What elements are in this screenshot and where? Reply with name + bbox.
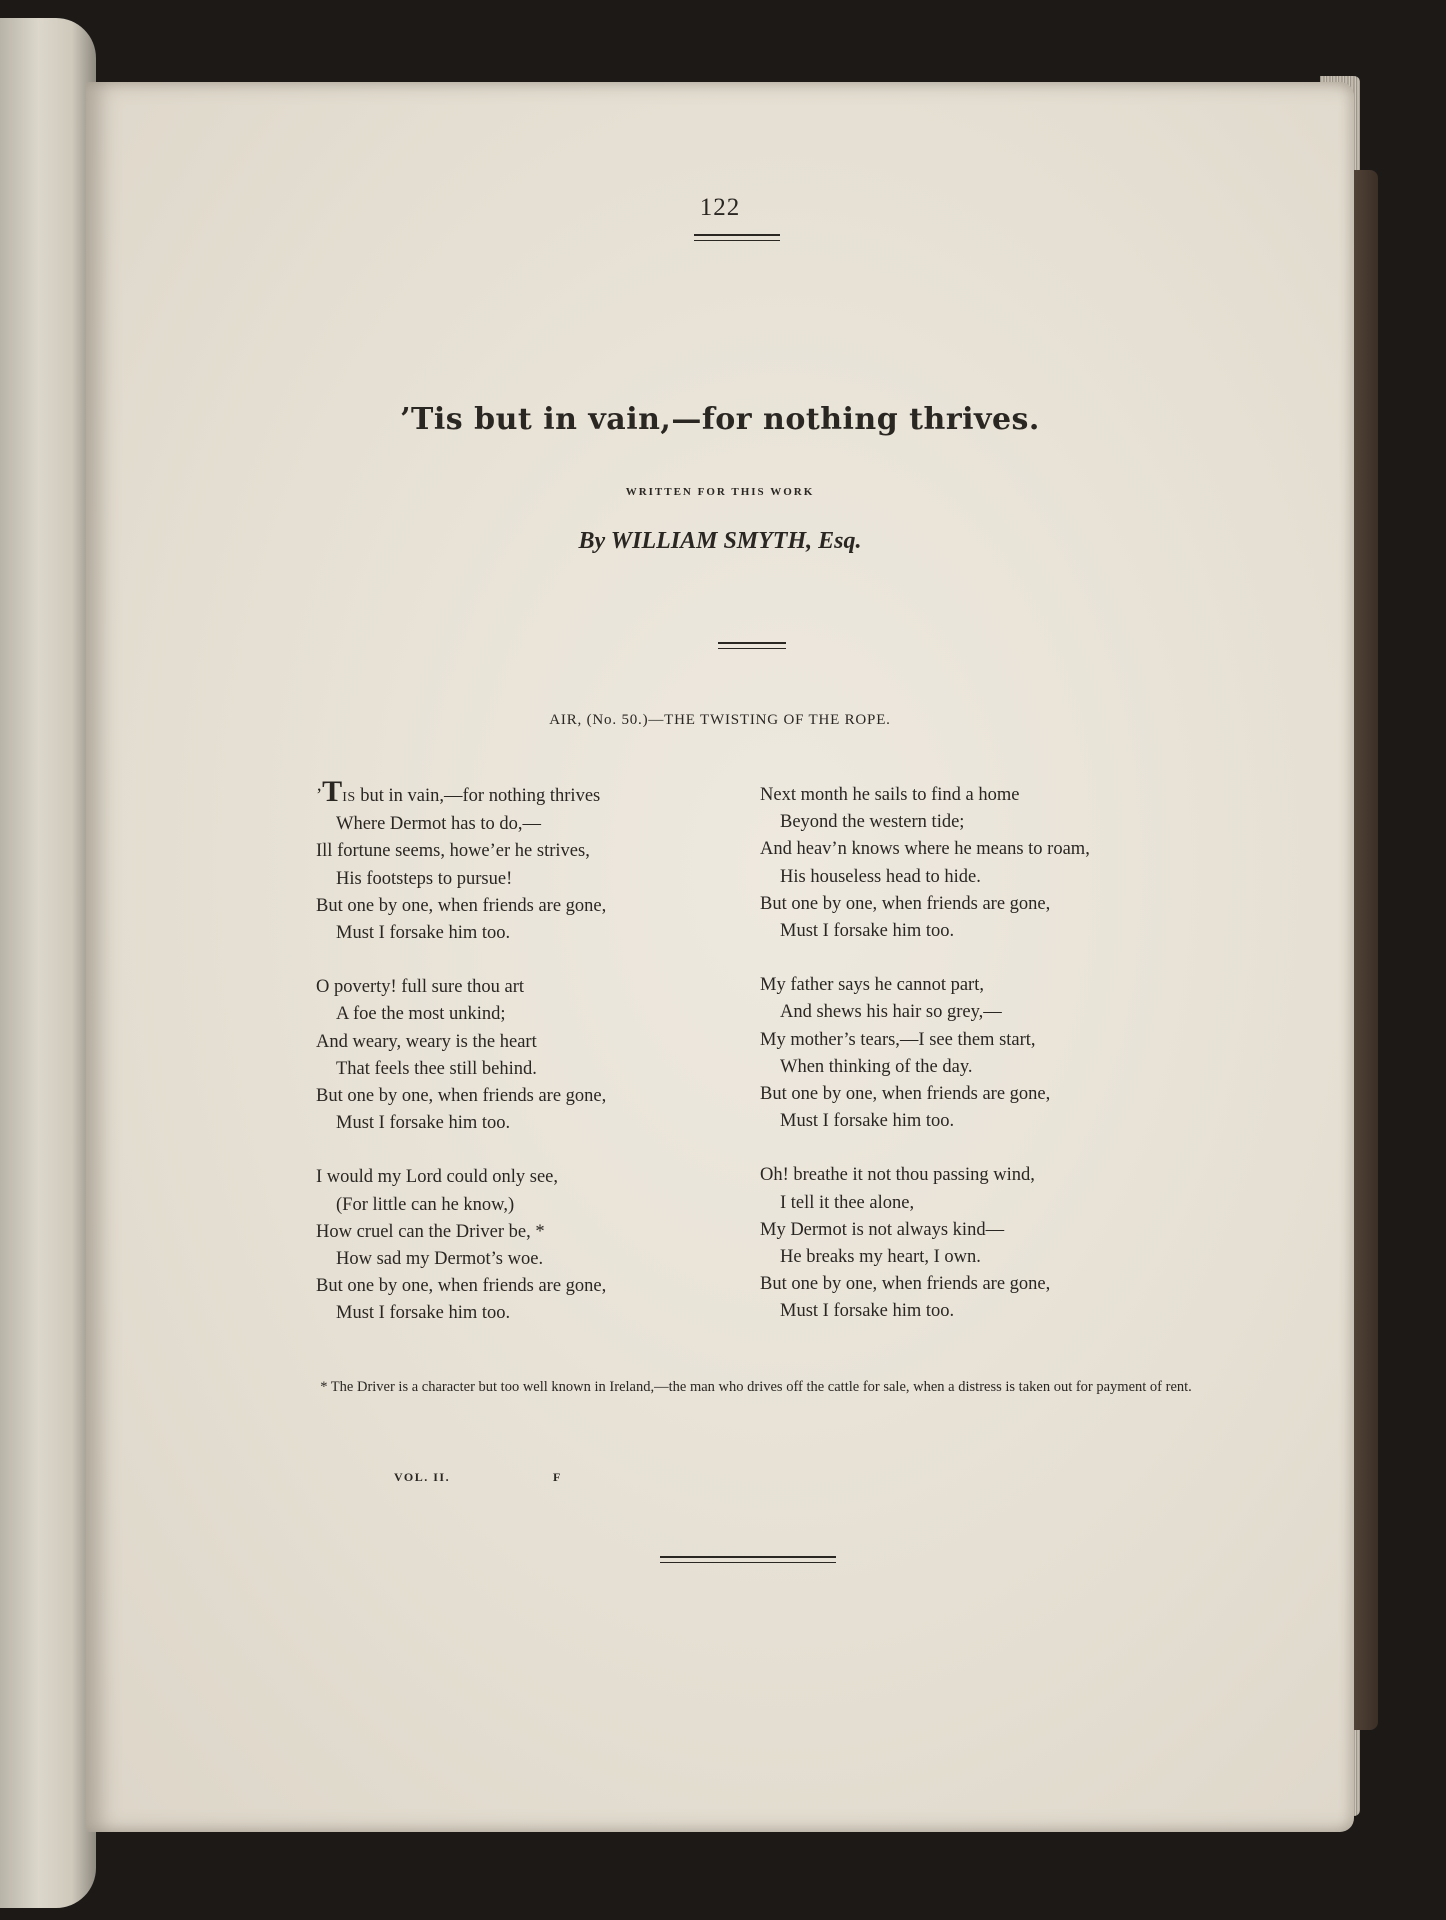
poem-line: Must I forsake him too. (336, 923, 511, 944)
poem-line: He breaks my heart, I own. (780, 1247, 981, 1268)
poem-line: My father says he cannot part, (760, 975, 984, 996)
air-heading: AIR, (No. 50.)—THE TWISTING OF THE ROPE. (549, 712, 891, 728)
poem-line: Beyond the western tide; (780, 812, 965, 833)
poem-line: I would my Lord could only see, (316, 1167, 558, 1188)
footnote: * The Driver is a character but too well known in Ireland,—the man who drives off the cattle for sale, when a distress is taken out for payment of rent. (320, 1379, 1192, 1395)
opening-smallcaps: IS (342, 790, 356, 805)
poem-line: How cruel can the Driver be, * (316, 1221, 545, 1242)
poem-line: Next month he sails to find a home (760, 785, 1020, 805)
poem-line: O poverty! full sure thou art (316, 977, 525, 998)
poem-line: Where Dermot has to do,— (336, 814, 541, 835)
poem-line: His footsteps to pursue! (336, 868, 513, 889)
header-rule (694, 234, 780, 241)
poem-line: But one by one, when friends are gone, (316, 1276, 607, 1297)
poem-line: How sad my Dermot’s woe. (336, 1249, 544, 1270)
stanza (760, 1162, 1180, 1325)
poem-line: And shews his hair so grey,— (780, 1002, 1002, 1023)
stanza (316, 811, 736, 947)
poem-line: That feels thee still behind. (336, 1058, 537, 1079)
poem-line: And heav’n knows where he means to roam, (760, 839, 1090, 860)
page-number: 122 (699, 194, 741, 221)
poem-line: But one by one, when friends are gone, (316, 1086, 607, 1107)
poem-line: My Dermot is not always kind— (760, 1219, 1005, 1240)
poem-line: Must I forsake him too. (780, 1111, 955, 1132)
poem-line: Must I forsake him too. (336, 1303, 511, 1324)
poem-line: His houseless head to hide. (780, 866, 981, 887)
poem-left-column (316, 775, 736, 1355)
facing-page-edge (0, 18, 96, 1908)
poem-line: But one by one, when friends are gone, (760, 1084, 1051, 1105)
poem-line: But one by one, when friends are gone, (760, 1274, 1051, 1295)
poem-line: My mother’s tears,—I see them start, (760, 1029, 1036, 1050)
poem-line: A foe the most unkind; (336, 1004, 506, 1025)
volume-signature: VOL. II. (394, 1470, 451, 1484)
book-page (86, 82, 1354, 1832)
poem-line: When thinking of the day. (780, 1056, 973, 1077)
opening-line (316, 775, 736, 811)
poem-line: (For little can he know,) (336, 1194, 515, 1215)
opening-quote: ’ (316, 786, 323, 806)
stanza (316, 974, 736, 1137)
gathering-mark: F (553, 1470, 561, 1484)
stanza (760, 972, 1180, 1135)
poem-line: Oh! breathe it not thou passing wind, (760, 1165, 1035, 1186)
poem-line: Must I forsake him too. (780, 1301, 955, 1322)
poem-line: I tell it thee alone, (780, 1192, 915, 1213)
poem-line: Must I forsake him too. (336, 1113, 511, 1134)
author-line: By WILLIAM SMYTH, Esq. (578, 528, 862, 554)
drop-cap: T (322, 775, 343, 808)
poem-line: But one by one, when friends are gone, (760, 893, 1051, 914)
poem-right-column (760, 782, 1180, 1353)
title-rule (718, 642, 786, 649)
written-for-note: WRITTEN FOR THIS WORK (625, 486, 815, 498)
stanza (316, 1164, 736, 1327)
opening-rest: but in vain,—for nothing thrives (355, 786, 601, 806)
poem-line: Must I forsake him too. (780, 921, 955, 942)
song-title: ’Tis but in vain,—for nothing thrives. (400, 402, 1040, 437)
poem-line: But one by one, when friends are gone, (316, 895, 607, 916)
footer-rule (660, 1556, 836, 1563)
poem-line: Ill fortune seems, howe’er he strives, (316, 841, 590, 862)
stanza (760, 782, 1180, 945)
poem-line: And weary, weary is the heart (316, 1031, 537, 1052)
